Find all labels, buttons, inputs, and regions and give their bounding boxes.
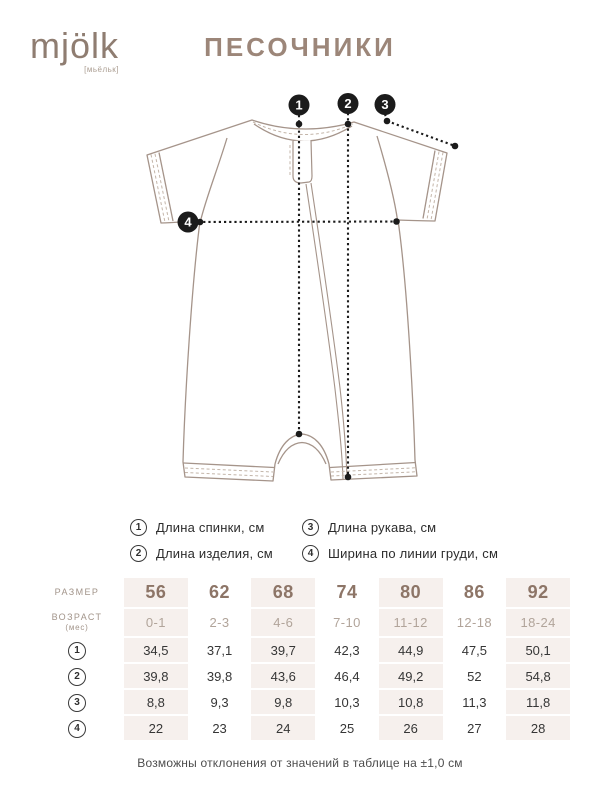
- marker-1-number: 1: [295, 97, 303, 113]
- legend-label-1: Длина спинки, см: [156, 520, 265, 535]
- value-cell: 8,8: [124, 689, 188, 715]
- size-cell: 56: [124, 578, 188, 608]
- size-cell: 74: [315, 578, 379, 608]
- value-cell: 39,8: [188, 663, 252, 689]
- value-cell: 37,1: [188, 637, 252, 663]
- size-cell: 92: [506, 578, 570, 608]
- measure-row-1: [30, 637, 570, 663]
- value-cell: 27: [443, 715, 507, 741]
- brand-logo-text: mjölk: [30, 25, 120, 66]
- size-table: [30, 578, 570, 742]
- age-cell: 4-6: [251, 608, 315, 637]
- value-cell: 49,2: [379, 663, 443, 689]
- age-cell: 2-3: [188, 608, 252, 637]
- measure-row-4: [30, 715, 570, 741]
- romper-diagram: [0, 93, 600, 505]
- brand-logo-transcription: [мьёльк]: [84, 65, 120, 74]
- value-cell: 44,9: [379, 637, 443, 663]
- value-cell: 9,3: [188, 689, 252, 715]
- legend-number-1: 1: [130, 519, 147, 536]
- measurement-legend: [130, 519, 498, 562]
- age-row-header: [30, 608, 124, 637]
- marker-4-number: 4: [184, 214, 192, 230]
- dot-2-bottom: [345, 474, 352, 481]
- age-cell: 11-12: [379, 608, 443, 637]
- value-cell: 10,3: [315, 689, 379, 715]
- measure-row-2: [30, 663, 570, 689]
- value-cell: 9,8: [251, 689, 315, 715]
- size-cell: 68: [251, 578, 315, 608]
- row-number-4: 4: [68, 720, 86, 738]
- measure-row-3-header: [30, 689, 124, 715]
- page-title: ПЕСОЧНИКИ: [204, 32, 396, 62]
- legend-item-2: [130, 545, 302, 562]
- value-cell: 10,8: [379, 689, 443, 715]
- row-number-1: 1: [68, 642, 86, 660]
- value-cell: 52: [443, 663, 507, 689]
- zipper-placket: [293, 140, 312, 183]
- value-cell: 25: [315, 715, 379, 741]
- dot-3-end: [452, 143, 459, 150]
- legend-item-3: [302, 519, 498, 536]
- measure-row-1-header: [30, 637, 124, 663]
- value-cell: 22: [124, 715, 188, 741]
- size-row: [30, 578, 570, 608]
- value-cell: 11,8: [506, 689, 570, 715]
- dot-3-start: [384, 118, 391, 125]
- crotch-seam: [278, 443, 326, 465]
- tolerance-note: Возможны отклонения от значений в таблице на ±1,0 см: [137, 756, 463, 770]
- value-cell: 26: [379, 715, 443, 741]
- measure-row-2-header: [30, 663, 124, 689]
- dot-1-bottom: [296, 431, 303, 438]
- size-cell: 86: [443, 578, 507, 608]
- value-cell: 42,3: [315, 637, 379, 663]
- age-cell: 12-18: [443, 608, 507, 637]
- dot-2-top: [345, 121, 352, 128]
- value-cell: 43,6: [251, 663, 315, 689]
- age-cell: 18-24: [506, 608, 570, 637]
- value-cell: 24: [251, 715, 315, 741]
- measure-row-4-header: [30, 715, 124, 741]
- legend-number-4: 4: [302, 545, 319, 562]
- marker-3-number: 3: [381, 97, 389, 112]
- age-header-line1: ВОЗРАСТ: [51, 611, 103, 622]
- age-header-line2: (мес): [65, 623, 89, 633]
- size-cell: 62: [188, 578, 252, 608]
- row-number-3: 3: [68, 694, 86, 712]
- value-cell: 28: [506, 715, 570, 741]
- size-cell: 80: [379, 578, 443, 608]
- legend-item-1: [130, 519, 302, 536]
- legend-number-2: 2: [130, 545, 147, 562]
- romper-technical-drawing-svg: [130, 93, 470, 505]
- value-cell: 47,5: [443, 637, 507, 663]
- legend-label-4: Ширина по линии груди, см: [328, 546, 499, 561]
- marker-2-number: 2: [344, 96, 352, 111]
- legend-item-4: [302, 545, 498, 562]
- value-cell: 39,8: [124, 663, 188, 689]
- legend-label-3: Длина рукава, см: [328, 520, 437, 535]
- dot-1-top: [296, 121, 303, 128]
- value-cell: 34,5: [124, 637, 188, 663]
- size-row-header: РАЗМЕР: [30, 578, 124, 608]
- dot-4-right: [393, 218, 400, 225]
- value-cell: 54,8: [506, 663, 570, 689]
- value-cell: 50,1: [506, 637, 570, 663]
- age-row: [30, 608, 570, 637]
- age-cell: 7-10: [315, 608, 379, 637]
- age-cell: 0-1: [124, 608, 188, 637]
- legend-label-2: Длина изделия, см: [156, 546, 273, 561]
- value-cell: 39,7: [251, 637, 315, 663]
- value-cell: 11,3: [443, 689, 507, 715]
- value-cell: 23: [188, 715, 252, 741]
- measure-row-3: [30, 689, 570, 715]
- value-cell: 46,4: [315, 663, 379, 689]
- row-number-2: 2: [68, 668, 86, 686]
- legend-number-3: 3: [302, 519, 319, 536]
